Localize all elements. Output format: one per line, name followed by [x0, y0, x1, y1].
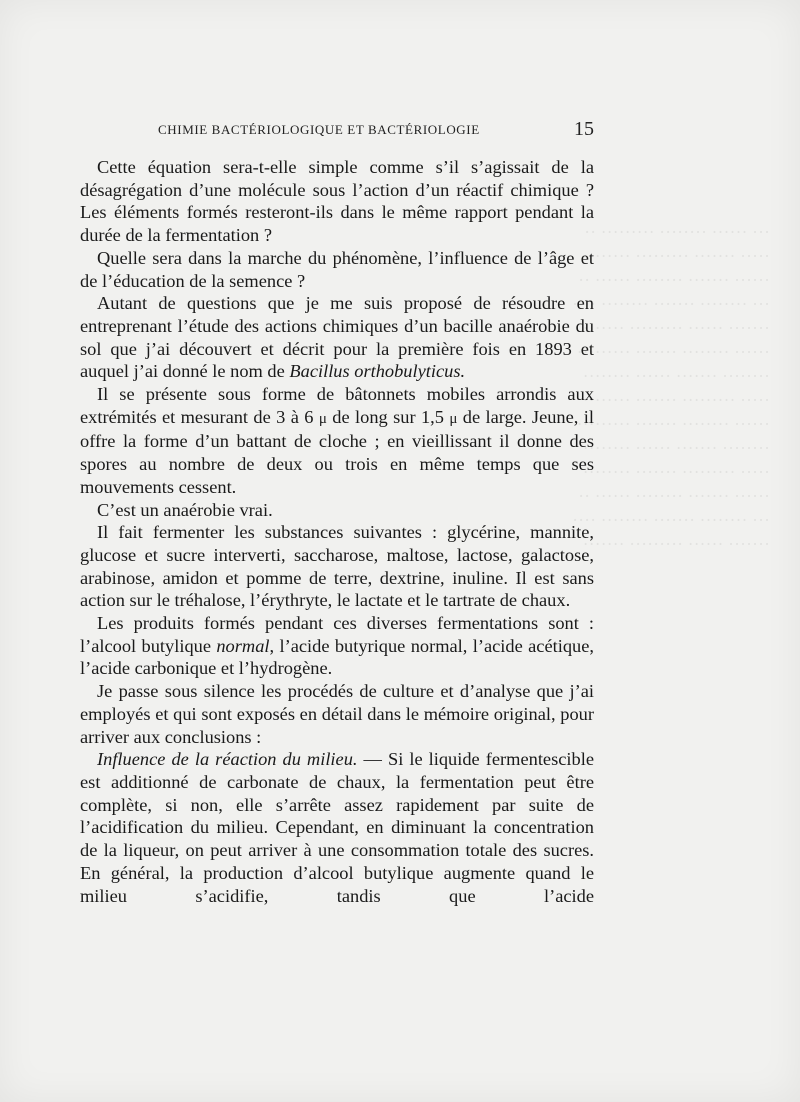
running-title: CHIMIE BACTÉRIOLOGIQUE ET BACTÉRIOLOGIE	[158, 122, 480, 137]
bleed-through-shadow: ··· ······ ········ ········· ·· ····· ······· ········· ········ ······ ······· ········ ······ ·· ··· ········ ······· ········ ···· ······· ······ ········· ······· ······ ········ ······· ········· ········ ······· ······ ········ ····· ········· ······· ········ ······ ········ ······· ········· ········ ······· ······ ········ ····· ········· ······· ········ ······ ······· ········ ······ ·· ··· ········ ······· ········ ···· ······· ······ ········· ·······	[572, 222, 770, 554]
paragraph: Il se présente sous forme de bâtonnets mobiles arrondis aux extrémités et mesurant de 3 à 6 μ de long sur 1,5 μ de large. Jeune, il offre la forme d’un battant de cloche ; en vieillissant il donne des spores au nombre de deux ou trois en même temps que ses mouvements cessent.	[80, 384, 594, 497]
paragraph: Je passe sous silence les procédés de culture et d’analyse que j’ai employés et qui sont exposés en détail dans le mémoire original, pour arriver aux conclusions :	[80, 681, 594, 747]
italic-term: normal	[216, 635, 270, 656]
paragraph: Influence de la réaction du milieu. — Si le liquide fermentescible est additionné de carbonate de chaux, la fermentation peut être complète, si non, elle s’arrête assez rapidement par suite de l’acidification du milieu. Cependant, en diminuant la concentration de la liqueur, on peut arriver à une consommation totale des sucres. En général, la production d’alcool butylique augmente quand le milieu s’acidifie, tandis que l’acide	[80, 749, 594, 906]
paragraph: Cette équation sera-t-elle simple comme s’il s’agissait de la désagrégation d’une molécule sous l’action d’un réactif chimique ? Les éléments formés resteront-ils dans le même rapport pendant la durée de la fermentation ?	[80, 157, 594, 246]
section-heading: Influence de la réaction du milieu.	[97, 749, 358, 770]
micron-symbol: μ	[318, 410, 327, 427]
micron-symbol: μ	[449, 410, 458, 427]
paragraph: Quelle sera dans la marche du phénomène, l’influence de l’âge et de l’éducation de la semence ?	[80, 247, 594, 291]
paragraph: Il fait fermenter les substances suivantes : glycérine, mannite, glucose et sucre interverti, saccharose, maltose, lactose, galactose, arabinose, amidon et pomme de terre, dextrine, inuline. Il est sans action sur le tréhalose, l’érythryte, le lactate et le tartrate de chaux.	[80, 522, 594, 611]
running-head	[80, 120, 594, 144]
paragraph: Les produits formés pendant ces diverses fermentations sont : l’alcool butylique normal, l’acide butyrique normal, l’acide acétique, l’acide carbonique et l’hydrogène.	[80, 613, 594, 679]
species-name: Bacillus orthobulyticus.	[289, 361, 466, 382]
page-number: 15	[574, 118, 594, 140]
body-text	[80, 156, 594, 907]
paragraph: C’est un anaérobie vrai.	[97, 499, 273, 520]
paragraph: Autant de questions que je me suis proposé de résoudre en entreprenant l’étude des actions chimiques d’un bacille anaérobie du sol que j’ai découvert et décrit pour la première fois en 1893 et auquel j’ai donné le nom de Bacillus orthobulyticus.	[80, 293, 594, 382]
